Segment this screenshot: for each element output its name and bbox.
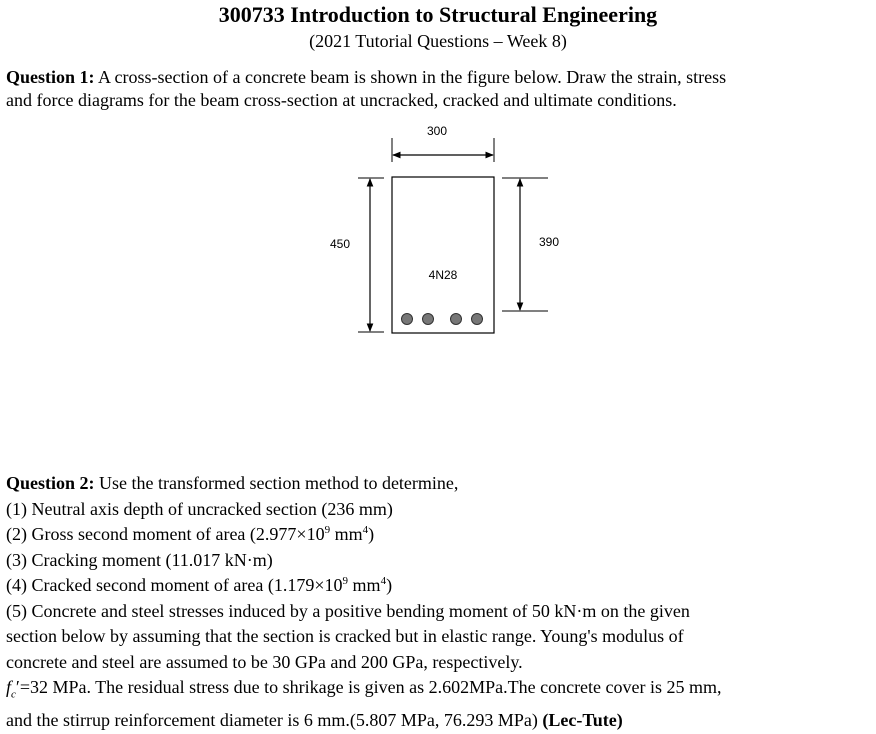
rebar-label: 4N28 bbox=[428, 268, 458, 282]
question-1-text-line-2: and force diagrams for the beam cross-section at uncracked, cracked and ultimate conditions. bbox=[6, 90, 677, 110]
question-2-item-2: (2) Gross second moment of area ($2.977\times 10^9$ $mm^4$) bbox=[6, 524, 375, 544]
question-2-intro: Question 2: Use the transformed section method to determine, bbox=[6, 473, 459, 493]
lec-tute-tag: (Lec-Tute) bbox=[542, 710, 623, 731]
width-label: 300 bbox=[426, 124, 448, 138]
question-2-fc-line: $f_c'=32$ MPa. The residual stress due to shrikage is given as 2.602MPa.The concrete cover is 25 mm, bbox=[6, 677, 722, 701]
question-2-item-5-line-3: concrete and steel are assumed to be 30 GPa and 200 GPa, respectively. bbox=[6, 651, 523, 672]
question-2-item-5-line-1: (5) Concrete and steel stresses induced by a positive bending moment of 50 kN·m on the given bbox=[6, 600, 690, 621]
effective-depth-label: 390 bbox=[538, 235, 560, 249]
question-1-text-line-1: A cross-section of a concrete beam is shown in the figure below. Draw the strain, stress bbox=[94, 67, 727, 87]
document-title: 300733 Introduction to Structural Engineering bbox=[218, 2, 658, 27]
rebar-bar bbox=[472, 314, 483, 325]
question-2-label: Question 2: bbox=[6, 473, 95, 493]
question-2-item-3: (3) Cracking moment (11.017 kN·m) bbox=[6, 549, 273, 570]
question-2-item-1: (1) Neutral axis depth of uncracked section (236 mm) bbox=[6, 498, 393, 519]
question-2-last-line: and the stirrup reinforcement diameter is 6 mm.(5.807 MPa, 76.293 MPa) (Lec-Tute) bbox=[6, 710, 623, 731]
rebar-bar bbox=[402, 314, 413, 325]
rebar-bar bbox=[451, 314, 462, 325]
document-subtitle: (2021 Tutorial Questions – Week 8) bbox=[309, 31, 567, 51]
fc-symbol: $f_c$ bbox=[6, 677, 16, 701]
beam-outline bbox=[392, 177, 494, 333]
question-1-label: Question 1: bbox=[6, 67, 95, 87]
question-2-item-5-line-2: section below by assuming that the section is cracked but in elastic range. Young's modulus of bbox=[6, 626, 684, 646]
height-label: 450 bbox=[329, 237, 351, 251]
question-2 bbox=[6, 471, 874, 734]
rebar-bar bbox=[423, 314, 434, 325]
question-2-item-4: (4) Cracked second moment of area ($1.179\times 10^9$ $mm^4$) bbox=[6, 575, 393, 595]
